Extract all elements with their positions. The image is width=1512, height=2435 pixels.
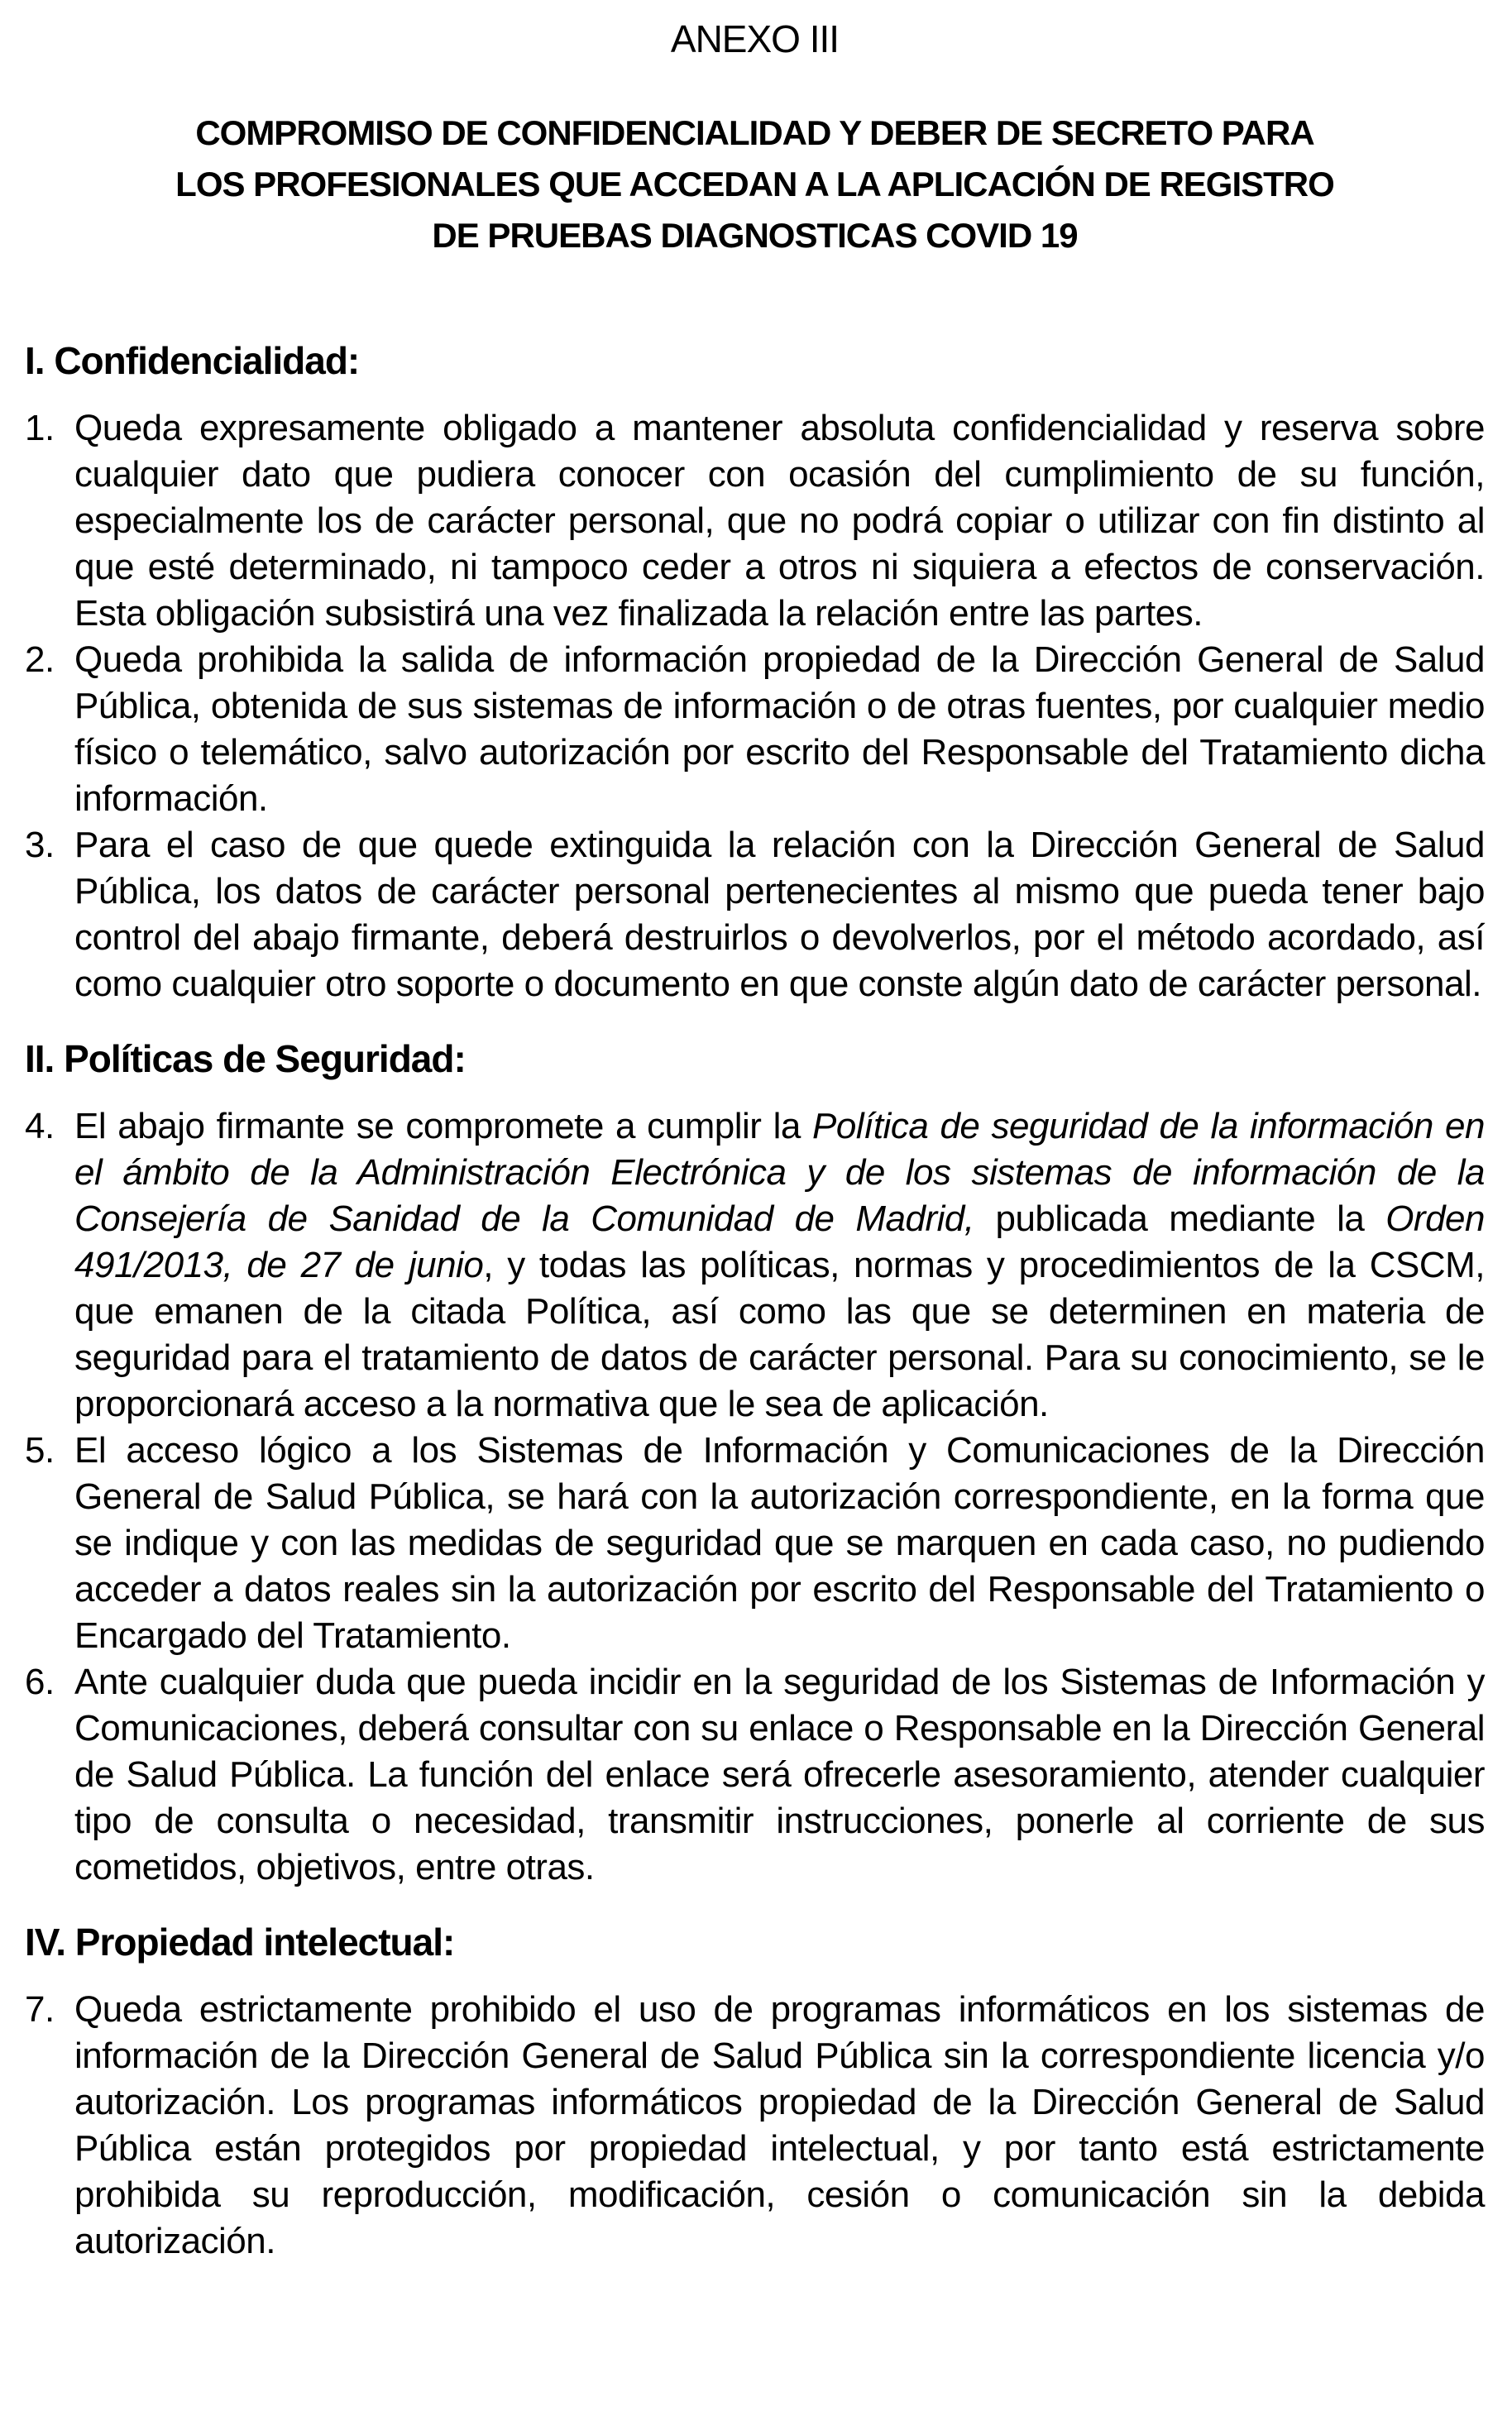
item-number: 5. — [25, 1430, 55, 1471]
item-text-run: , y todas las políticas, normas y procedimientos de la CSCM, que emanen de la citada Política, así como las que se determinen en materia de seguridad para el tratamiento de datos de carácter personal. Para su conocimiento, se le proporcionará acceso a la normativa que le sea de aplicación. — [74, 1245, 1485, 1424]
item-text-run-italic: Orden 491/2013, de 27 de junio — [74, 1198, 1485, 1285]
section-items — [25, 1987, 1485, 2265]
item-text — [74, 639, 1485, 819]
item-text-run: Queda prohibida la salida de información propiedad de la Dirección General de Salud Pública, obtenida de sus sistemas de información o de otras fuentes, por cualquier medio físico o telemático, salvo autorización por escrito del Responsable del Tratamiento dicha información. — [74, 639, 1485, 819]
numbered-item — [25, 1659, 1485, 1891]
item-number: 7. — [25, 1989, 55, 2030]
item-number: 6. — [25, 1662, 55, 1702]
item-text — [74, 408, 1485, 634]
document-title — [25, 108, 1485, 261]
item-text-run: publicada mediante la — [974, 1198, 1386, 1239]
document-title-line-1: COMPROMISO DE CONFIDENCIALIDAD Y DEBER DE SECRETO PARA — [195, 113, 1314, 152]
section-items — [25, 1103, 1485, 1891]
section-heading: I. Confidencialidad: — [25, 339, 360, 382]
numbered-item — [25, 405, 1485, 637]
item-text-run: El abajo firmante se compromete a cumplir la — [74, 1106, 812, 1146]
item-text-run: Queda estrictamente prohibido el uso de programas informáticos en los sistemas de información de la Dirección General de Salud Pública sin la correspondiente licencia y/o autorización. Los programas informáticos propiedad de la Dirección General de Salud Pública están protegidos por propiedad intelectual, y por tanto está estrictamente prohibida su reproducción, modificación, cesión o comunicación sin la debida autorización. — [74, 1989, 1485, 2261]
numbered-item — [25, 1428, 1485, 1659]
item-text — [74, 1989, 1485, 2261]
item-text — [74, 1430, 1485, 1656]
document-sections — [25, 337, 1485, 2265]
item-text — [74, 825, 1485, 1004]
numbered-item — [25, 637, 1485, 822]
item-text-run: Ante cualquier duda que pueda incidir en la seguridad de los Sistemas de Información y Comunicaciones, deberá consultar con su enlace o Responsable en la Dirección General de Salud Pública. La función del enlace será ofrecerle asesoramiento, atender cualquier tipo de consulta o necesidad, transmitir instrucciones, ponerle al corriente de sus cometidos, objetivos, entre otras. — [74, 1662, 1485, 1887]
item-number: 3. — [25, 825, 55, 865]
item-number: 1. — [25, 408, 55, 448]
annex-label: ANEXO III — [670, 17, 840, 60]
item-text-run: Para el caso de que quede extinguida la relación con la Dirección General de Salud Pública, los datos de carácter personal pertenecientes al mismo que pueda tener bajo control del abajo firmante, deberá destruirlos o devolverlos, por el método acordado, así como cualquier otro soporte o documento en que conste algún dato de carácter personal. — [74, 825, 1485, 1004]
item-text-run: Queda expresamente obligado a mantener absoluta confidencialidad y reserva sobre cualquier dato que pudiera conocer con ocasión del cumplimiento de su función, especialmente los de carácter personal, que no podrá copiar o utilizar con fin distinto al que esté determinado, ni tampoco ceder a otros ni siquiera a efectos de conservación. Esta obligación subsistirá una vez finalizada la relación entre las partes. — [74, 408, 1485, 634]
section-items — [25, 405, 1485, 1007]
section-heading: II. Políticas de Seguridad: — [25, 1037, 466, 1080]
numbered-item — [25, 1987, 1485, 2265]
item-number: 2. — [25, 639, 55, 680]
document-title-line-3: DE PRUEBAS DIAGNOSTICAS COVID 19 — [432, 216, 1078, 255]
item-number: 4. — [25, 1106, 55, 1146]
numbered-item — [25, 1103, 1485, 1428]
numbered-item — [25, 822, 1485, 1007]
item-text — [74, 1106, 1485, 1424]
item-text-run-italic: Política de seguridad de la información en el ámbito de la Administración Electrónica y de los sistemas de información de la Consejería de Sanidad de la Comunidad de Madrid, — [74, 1106, 1485, 1239]
document-title-line-2: LOS PROFESIONALES QUE ACCEDAN A LA APLICACIÓN DE REGISTRO — [175, 165, 1334, 203]
item-text-run: El acceso lógico a los Sistemas de Información y Comunicaciones de la Dirección General de Salud Pública, se hará con la autorización correspondiente, en la forma que se indique y con las medidas de seguridad que se marquen en cada caso, no pudiendo acceder a datos reales sin la autorización por escrito del Responsable del Tratamiento o Encargado del Tratamiento. — [74, 1430, 1485, 1656]
item-text — [74, 1662, 1485, 1887]
section-heading: IV. Propiedad intelectual: — [25, 1921, 455, 1964]
